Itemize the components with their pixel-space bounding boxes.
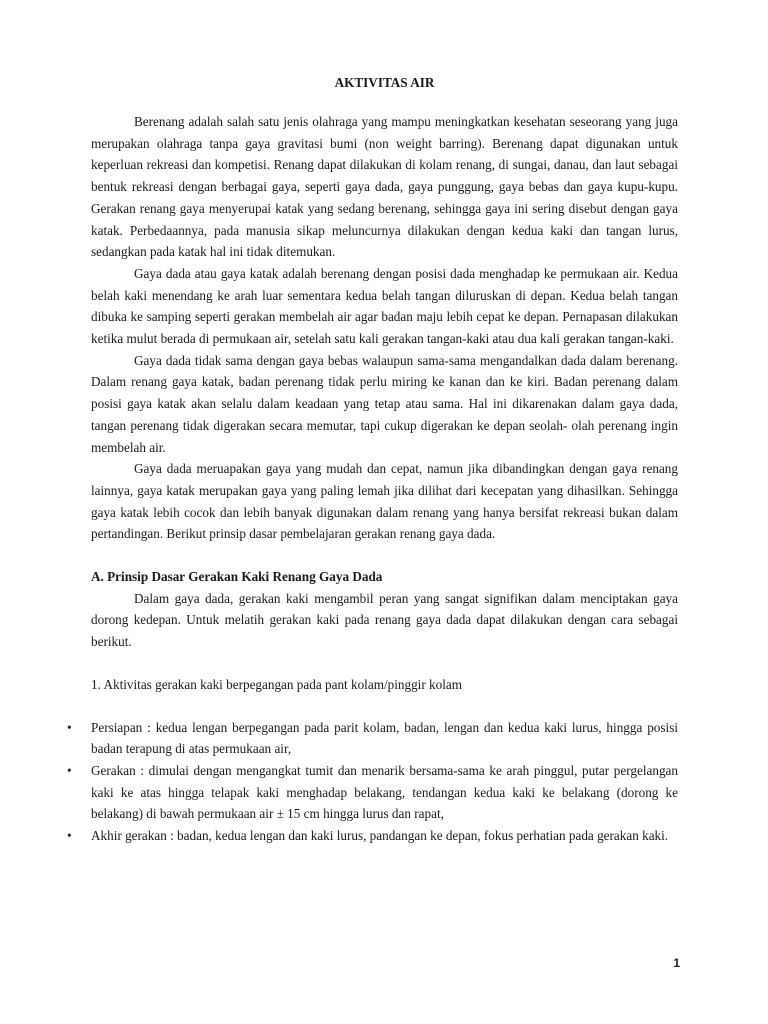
- section-a-heading: A. Prinsip Dasar Gerakan Kaki Renang Gaya Dada: [91, 569, 383, 585]
- bullet-icon: •: [67, 719, 72, 735]
- bullet-icon: •: [67, 828, 72, 844]
- paragraph-4: Gaya dada meruapakan gaya yang mudah dan cepat, namun jika dibandingkan dengan gaya renang lainnya, gaya katak merupakan gaya yang paling lemah jika dilihat dari kecepatan yang dihasilkan. Sehingga gaya katak lebih cocok dan lebih banyak digunakan dalam renang yang hanya bersifat rekreasi bukan dalam pertandingan. Berikut prinsip dasar pembelajaran gerakan renang gaya dada.: [91, 461, 678, 542]
- bullet-icon: •: [67, 762, 72, 778]
- paragraph-1: Berenang adalah salah satu jenis olahraga yang mampu meningkatkan kesehatan seseorang yang juga merupakan olahraga tanpa gaya gravitasi bumi (non weight barring). Berenang dapat digunakan untuk keperluan rekreasi dan kompetisi. Renang dapat dilakukan di kolam renang, di sungai, danau, dan laut sebagai bentuk rekreasi dengan berbagai gaya, seperti gaya dada, gaya punggung, gaya bebas dan gaya kupu-kupu. Gerakan renang gaya menyerupai katak yang sedang berenang, sehingga gaya ini sering disebut dengan gaya katak. Perbedaannya, pada manusia sikap meluncurnya dilakukan dengan kedua kaki dan tangan lurus, sedangkan pada katak hal ini tidak ditemukan.: [91, 114, 678, 260]
- paragraph-2: Gaya dada atau gaya katak adalah berenang dengan posisi dada menghadap ke permukaan air. Kedua belah kaki menendang ke arah luar sementara kedua belah tangan diluruskan di depan. Kedua belah tangan dibuka ke samping seperti gerakan membelah air agar badan maju lebih cepat ke depan. Pernapasan dilakukan ketika mulut berada di permukaan air, setelah satu kali gerakan tangan-kaki atau dua kali gerakan tangan-kaki.: [91, 265, 678, 347]
- section-a-paragraph: Dalam gaya dada, gerakan kaki mengambil peran yang sangat signifikan dalam menciptakan gaya dorong kedepan. Untuk melatih gerakan kaki pada renang gaya dada dapat dilakukan dengan cara sebagai berikut.: [91, 590, 678, 650]
- bullet-text-2: Gerakan : dimulai dengan mengangkat tumit dan menarik bersama-sama ke arah pinggul, putar pergelangan kaki ke atas hingga telapak kaki menghadap belakang, tendangan kedua kaki ke belakang (dorong ke belakang) di bawah permukaan air ± 15 cm hingga lurus dan rapat,: [91, 762, 678, 822]
- paragraph-3: Gaya dada tidak sama dengan gaya bebas walaupun sama-sama mengandalkan dada dalam berenang. Dalam renang gaya katak, badan perenang tidak perlu miring ke kanan dan ke kiri. Badan perenang dalam posisi gaya katak akan selalu dalam keadaan yang tetap atau sama. Hal ini dikarenakan dalam gaya dada, tangan perenang tidak digerakan secara memutar, tapi cukup digerakan ke depan seolah- olah perenang ingin membelah air.: [91, 352, 678, 455]
- bullet-item-1: [67, 717, 678, 760]
- bullet-item-2: [67, 760, 678, 825]
- document-title: AKTIVITAS AIR: [334, 75, 435, 90]
- bullet-list: [67, 717, 678, 847]
- bullet-text-1: Persiapan : kedua lengan berpegangan pada parit kolam, badan, lengan dan kedua kaki lurus, hingga posisi badan terapung di atas permukaan air,: [91, 719, 678, 757]
- section-a-subitem: 1. Aktivitas gerakan kaki berpegangan pada pant kolam/pinggir kolam: [91, 676, 462, 692]
- bullet-item-3: [67, 825, 678, 847]
- bullet-text-3: Akhir gerakan : badan, kedua lengan dan kaki lurus, pandangan ke depan, fokus perhatian pada gerakan kaki.: [91, 828, 669, 844]
- page-number: 1: [673, 956, 680, 970]
- document-page: [67, 72, 678, 847]
